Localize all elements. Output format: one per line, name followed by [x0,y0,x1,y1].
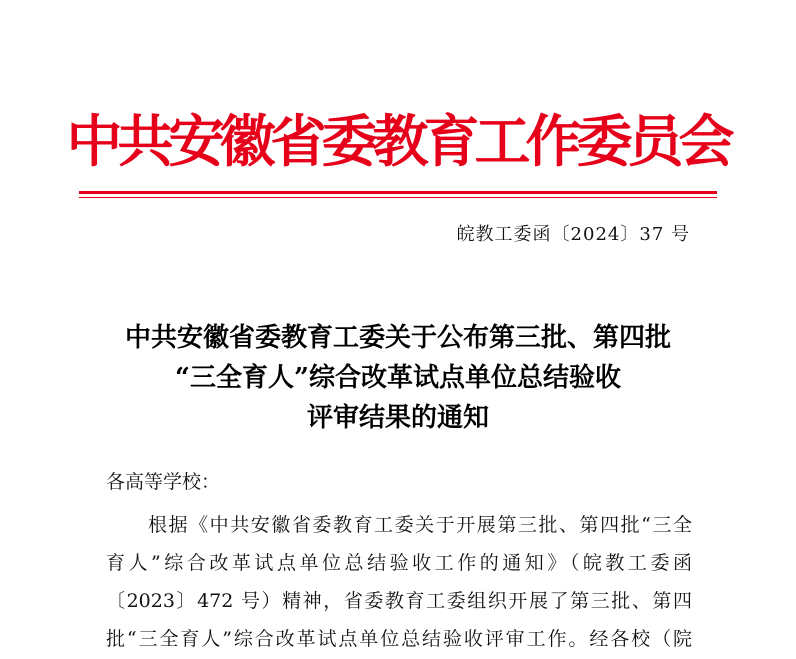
body-paragraph [106,506,692,658]
letterhead-rule-thin [79,197,717,198]
letterhead-rule-thick [79,191,717,194]
document-title [0,318,796,438]
body-line: 〔2023〕472 号）精神，省委教育工委组织开展了第三批、第四 [106,590,692,612]
document-title-line: 中共安徽省委教育工委关于公布第三批、第四批 [124,323,671,353]
body-line: 根据《中共安徽省委教育工委关于开展第三批、第四批“三全 [148,514,692,536]
document-title-line: “三全育人”综合改革试点单位总结验收 [175,363,621,393]
document-number: 皖教工委函〔2024〕37 号 [456,224,690,245]
salutation: 各高等学校： [106,471,221,493]
body-line: 育人”综合改革试点单位总结验收工作的通知》（皖教工委函 [106,552,692,574]
document-title-line: 评审结果的通知 [306,403,489,433]
body-line: 批“三全育人”综合改革试点单位总结验收评审工作。经各校（院 [106,628,692,650]
letterhead-title: 中共安徽省委教育工作委员会 [66,109,730,175]
